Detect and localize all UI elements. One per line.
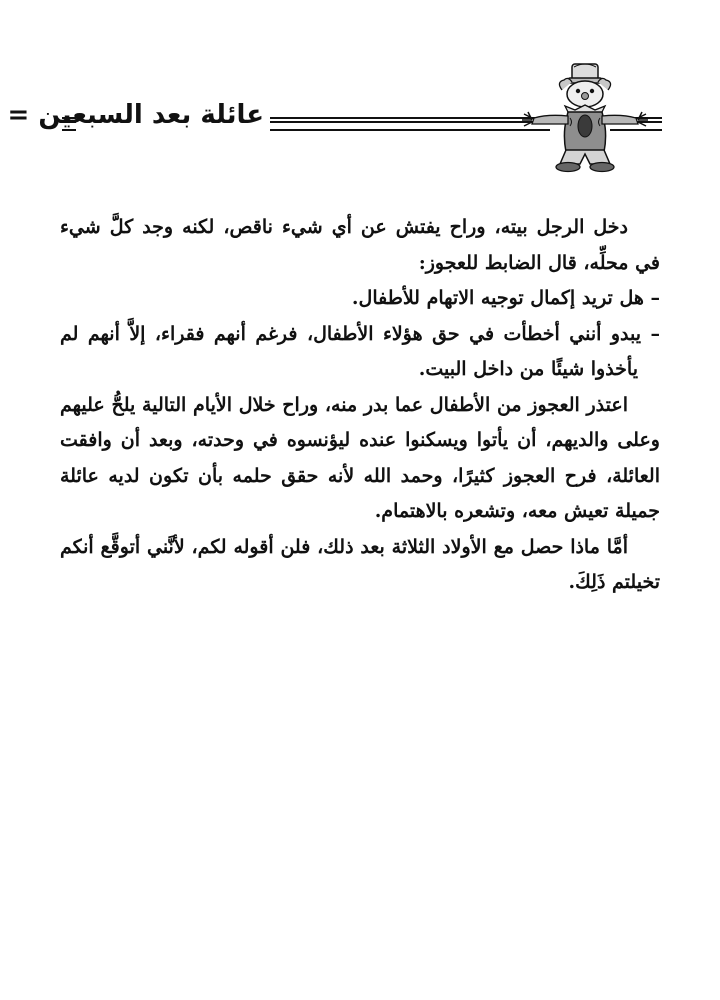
dialog-line: – هل تريد إكمال توجيه الاتهام للأطفال.: [351, 287, 660, 309]
dialog-line: – يبدو أنني أخطأت في حق هؤلاء الأطفال، فرغم أنهم فقراء، إلاَّ أنهم لم يأخذوا شيئًا من داخل البيت.: [60, 322, 660, 380]
story-text: [60, 210, 660, 601]
header-rule-middle: [270, 117, 550, 131]
paragraph: أمَّا ماذا حصل مع الأولاد الثلاثة بعد ذلك، فلن أقوله لكم، لأنَّني أتوقَّع أنكم تخيلتم ذَلِكَ.: [60, 535, 660, 593]
paragraph: دخل الرجل بيته، وراح يفتش عن أي شيء ناقص، لكنه وجد كلَّ شيء في محلِّه، قال الضابط للعجوز:: [60, 216, 660, 274]
paragraph: اعتذر العجوز من الأطفال عما بدر منه، وراح خلال الأيام التالية يلحُّ عليهم وعلى والديهم، أن يأتوا ويسكنوا عنده ليؤنسوه في وحدته، وبعد أن وافقت العائلة، فرح العجوز كثيرًا، وحمد الله لأنه حقق حلمه بأن تكون لديه عائلة جميلة تعيش معه، وتشعره بالاهتمام.: [60, 393, 660, 522]
chapter-header: [7, 60, 665, 180]
chapter-title: عائلة بعد السبعين =: [7, 100, 264, 130]
clown-mascot-icon: [510, 60, 665, 175]
